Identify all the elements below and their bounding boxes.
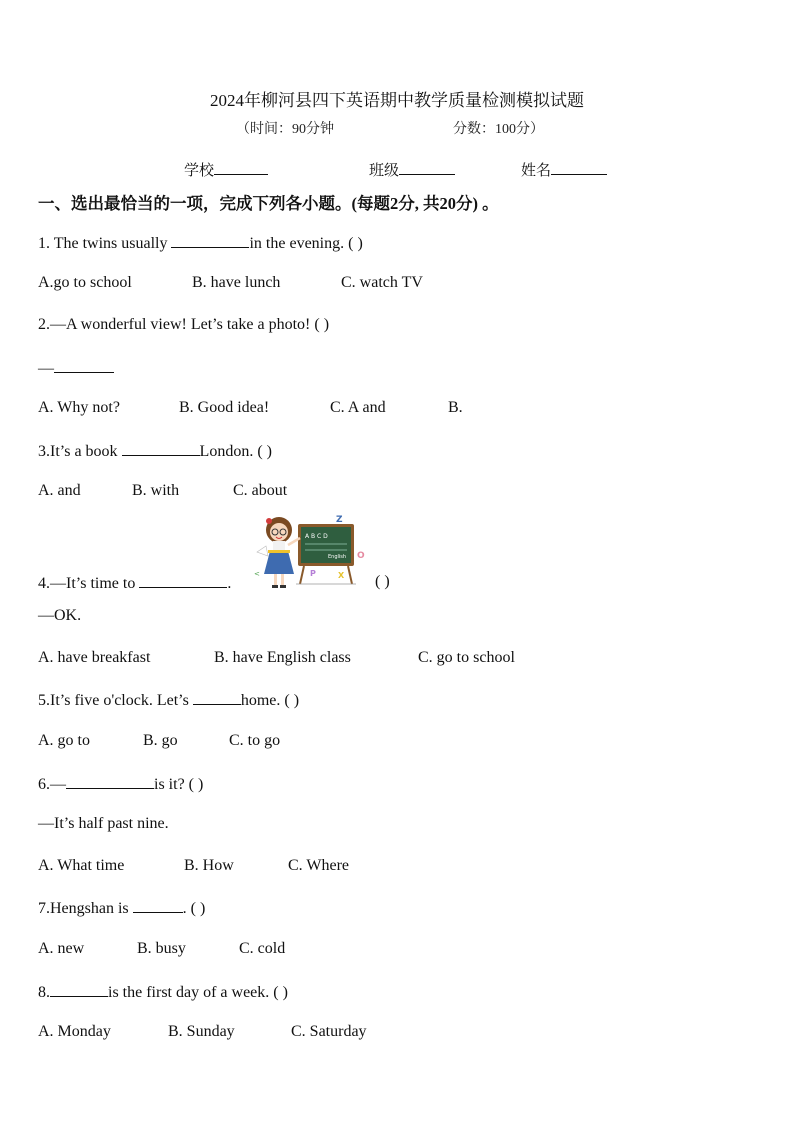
option-8a[interactable]: A. Monday <box>38 1023 111 1040</box>
option-8b[interactable]: B. Sunday <box>168 1023 235 1040</box>
letter-x: X <box>338 571 345 580</box>
option-7a[interactable]: A. new <box>38 940 85 957</box>
answer-blank-2[interactable] <box>54 358 114 373</box>
letter-z: Z <box>336 515 343 525</box>
teacher-blackboard-illustration <box>252 512 368 594</box>
question-5-stem: 5.It’s five o'clock. Let’s <box>38 692 193 709</box>
option-3b[interactable]: B. with <box>132 482 180 499</box>
option-1a[interactable]: A.go to school <box>38 274 132 291</box>
question-6 <box>38 774 203 794</box>
name-label: 姓名 <box>521 163 552 179</box>
board-letters: A B C D <box>305 533 328 540</box>
question-7-stem-end: . ( ) <box>182 900 206 917</box>
question-5 <box>38 690 299 710</box>
question-2: 2.—A wonderful view! Let’s take a photo! ( ) <box>38 316 330 333</box>
option-3a[interactable]: A. and <box>38 482 81 499</box>
name-blank[interactable] <box>551 160 607 175</box>
question-5-stem-end: home. ( ) <box>240 692 300 709</box>
option-5a[interactable]: A. go to <box>38 732 90 749</box>
question-4-stem: 4.—It’s time to <box>38 575 140 592</box>
question-4-stem-end: . <box>227 575 232 592</box>
answer-blank-6[interactable] <box>66 774 154 789</box>
option-5b[interactable]: B. go <box>143 732 178 749</box>
option-1c[interactable]: C. watch TV <box>341 274 423 291</box>
question-7 <box>38 898 205 918</box>
option-8c[interactable]: C. Saturday <box>291 1023 367 1040</box>
answer-blank-7[interactable] <box>133 898 183 913</box>
answer-blank-4[interactable] <box>139 573 227 588</box>
svg-text:<: < <box>254 570 260 578</box>
option-3c[interactable]: C. about <box>233 482 288 499</box>
class-field <box>369 159 455 180</box>
board-word: English <box>328 554 347 560</box>
option-6a[interactable]: A. What time <box>38 857 125 874</box>
question-1-stem-end: in the evening. ( ) <box>249 235 363 252</box>
option-5c[interactable]: C. to go <box>229 732 281 749</box>
option-6c[interactable]: C. Where <box>288 857 350 874</box>
option-2d[interactable]: B. <box>448 399 463 416</box>
question-3-stem-end: London. ( ) <box>199 443 272 460</box>
name-field <box>521 159 607 180</box>
option-4a[interactable]: A. have breakfast <box>38 649 151 666</box>
answer-blank-1[interactable] <box>171 233 249 248</box>
page-title: 2024年柳河县四下英语期中教学质量检测模拟试题 <box>210 91 584 110</box>
question-1 <box>38 233 363 253</box>
option-7c[interactable]: C. cold <box>239 940 286 957</box>
school-blank[interactable] <box>214 160 268 175</box>
question-3-stem: 3.It’s a book <box>38 443 122 460</box>
school-field <box>184 159 268 180</box>
question-2-reply <box>38 358 114 378</box>
reply-dash: — <box>38 360 54 377</box>
question-6-stem-end: is it? ( ) <box>154 776 204 793</box>
question-4-reply: —OK. <box>38 607 82 624</box>
question-7-stem: 7.Hengshan is <box>38 900 133 917</box>
question-4 <box>38 573 231 593</box>
option-2a[interactable]: A. Why not? <box>38 399 120 416</box>
option-2c[interactable]: C. A and <box>330 399 386 416</box>
option-6b[interactable]: B. How <box>184 857 234 874</box>
question-8 <box>38 982 288 1002</box>
option-4c[interactable]: C. go to school <box>418 649 515 666</box>
option-4b[interactable]: B. have English class <box>214 649 351 666</box>
teacher-girl-icon <box>254 517 300 588</box>
option-7b[interactable]: B. busy <box>137 940 186 957</box>
question-8-stem-end: is the first day of a week. ( ) <box>108 984 288 1001</box>
school-label: 学校 <box>184 163 215 179</box>
answer-blank-8[interactable] <box>50 982 108 997</box>
answer-blank-3[interactable] <box>122 441 200 456</box>
class-label: 班级 <box>369 163 400 179</box>
question-1-stem: 1. The twins usually <box>38 235 172 252</box>
question-6-stem: 6.— <box>38 776 66 793</box>
section-heading: 一、选出最恰当的一项，完成下列各小题。(每题2分, 共20分) 。 <box>38 194 499 213</box>
letter-o: O <box>357 551 365 561</box>
class-blank[interactable] <box>399 160 455 175</box>
option-1b[interactable]: B. have lunch <box>192 274 281 291</box>
exam-time: （时间：90分钟 <box>236 122 334 137</box>
question-8-stem: 8. <box>38 984 50 1001</box>
question-4-paren[interactable]: ( ) <box>375 573 390 590</box>
option-2b[interactable]: B. Good idea! <box>179 399 270 416</box>
question-3 <box>38 441 272 461</box>
exam-score: 分数：100分） <box>453 122 544 137</box>
question-6-reply: —It’s half past nine. <box>38 815 169 832</box>
letter-p: P <box>310 569 316 578</box>
answer-blank-5[interactable] <box>193 690 241 705</box>
